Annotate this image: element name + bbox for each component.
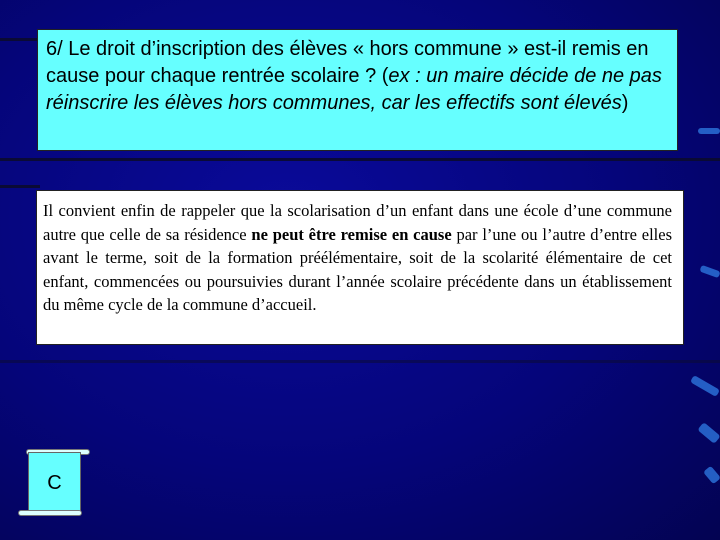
answer-emphasis: ne peut être remise en cause — [251, 224, 452, 244]
decorative-line-low — [0, 185, 40, 188]
question-text: 6/ Le droit d’inscription des élèves « hors commune » est-il remis en cause pour chaque rentrée scolaire ? ( — [46, 38, 649, 87]
answer-text-start: Il convient enfin de rappeler que la scolarisation d’un enfant dans une école d’une commune autre que celle de sa résidence — [43, 201, 672, 244]
decorative-streak — [697, 422, 720, 444]
answer-text-end: par l’une ou l’autre d’entre elles avant le terme, soit de la formation préélémentaire, soit de la scolarité élémentaire de cet enfant, commencées ou poursuivies durant l’année scolaire précédente dans un établissement du même cycle de la commune d’accueil. — [43, 224, 672, 315]
decorative-line-mid — [0, 158, 720, 161]
question-example: ex : un maire décide de ne pas réinscrire les élèves hors communes, car les effectifs sont élevés — [46, 65, 662, 114]
question-box — [37, 29, 678, 151]
decorative-streak — [698, 128, 720, 134]
scroll-curl-bottom — [18, 510, 82, 516]
decorative-streak — [699, 265, 720, 278]
decorative-streak — [690, 375, 720, 397]
decorative-streak — [703, 466, 720, 485]
scroll-nav-button[interactable] — [28, 452, 81, 515]
answer-box — [36, 190, 684, 345]
decorative-line-top — [0, 38, 38, 41]
scroll-label: C — [47, 472, 62, 494]
question-close-paren: ) — [621, 92, 629, 114]
decorative-line-bottom — [0, 360, 720, 363]
